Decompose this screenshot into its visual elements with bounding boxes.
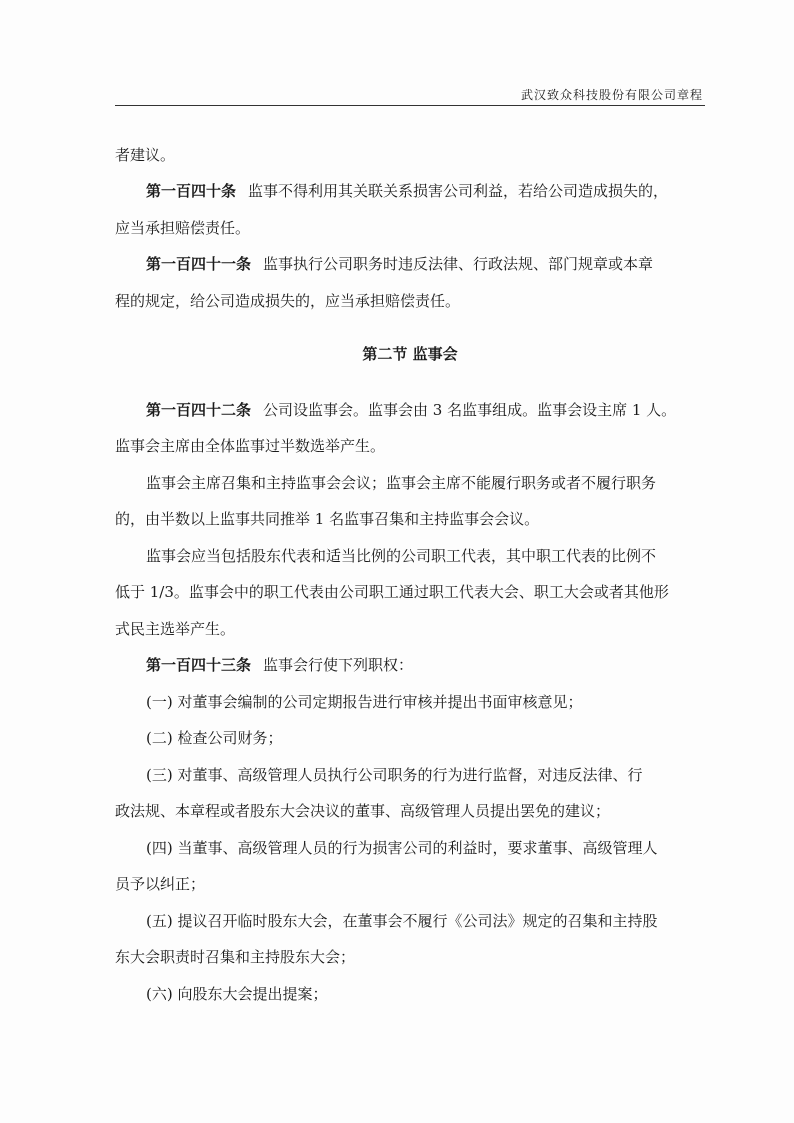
list-item: (五) 提议召开临时股东大会，在董事会不履行《公司法》规定的召集和主持股 [146,912,658,930]
text-line: 式民主选举产生。 [115,620,236,638]
article-title: 第一百四十二条 [146,401,252,419]
list-item: (六) 向股东大会提出提案； [146,985,328,1003]
header-rule [115,105,705,106]
text-line: 监事会应当包括股东代表和适当比例的公司职工代表，其中职工代表的比例不 [146,547,657,565]
article-text: 公司设监事会。监事会由 3 名监事组成。监事会设主席 1 人。 [263,401,677,419]
text-line: 监事会主席由全体监事过半数选举产生。 [115,437,386,455]
article-text: 监事执行公司职务时违反法律、行政法规、部门规章或本章 [263,255,654,273]
document-header: 武汉致众科技股份有限公司章程 [520,88,703,102]
article-text: 监事会行使下列职权： [263,656,414,674]
text-line: 应当承担赔偿责任。 [115,219,251,237]
article-title: 第一百四十条 [146,182,237,200]
article-141 [115,246,705,282]
text-line: 的，由半数以上监事共同推举 1 名监事召集和主持监事会会议。 [115,510,540,528]
article-142 [115,392,705,428]
article-143 [115,647,705,683]
text-line: 程的规定，给公司造成损失的，应当承担赔偿责任。 [115,292,461,310]
text-line: 监事会主席召集和主持监事会会议；监事会主席不能履行职务或者不履行职务 [146,474,657,492]
text-line: 低于 1/3。监事会中的职工代表由公司职工通过职工代表大会、职工大会或者其他形 [115,583,669,601]
list-item: (三) 对董事、高级管理人员执行公司职务的行为进行监督，对违反法律、行 [146,766,643,784]
text-line: 东大会职责时召集和主持股东大会； [115,948,356,966]
list-item: (四) 当董事、高级管理人员的行为损害公司的利益时，要求董事、高级管理人 [146,839,658,857]
list-item: (二) 检查公司财务； [146,729,283,747]
list-item: (一) 对董事会编制的公司定期报告进行审核并提出书面审核意见； [146,693,583,711]
article-title: 第一百四十一条 [146,255,252,273]
section-heading: 第二节 监事会 [362,345,458,363]
text-line: 政法规、本章程或者股东大会决议的董事、高级管理人员提出罢免的建议； [115,802,611,820]
article-text: 监事不得利用其关联关系损害公司利益，若给公司造成损失的， [248,182,669,200]
article-140 [115,173,705,209]
article-title: 第一百四十三条 [146,656,252,674]
text-line: 员予以纠正； [115,875,206,893]
text-line: 者建议。 [115,146,176,164]
